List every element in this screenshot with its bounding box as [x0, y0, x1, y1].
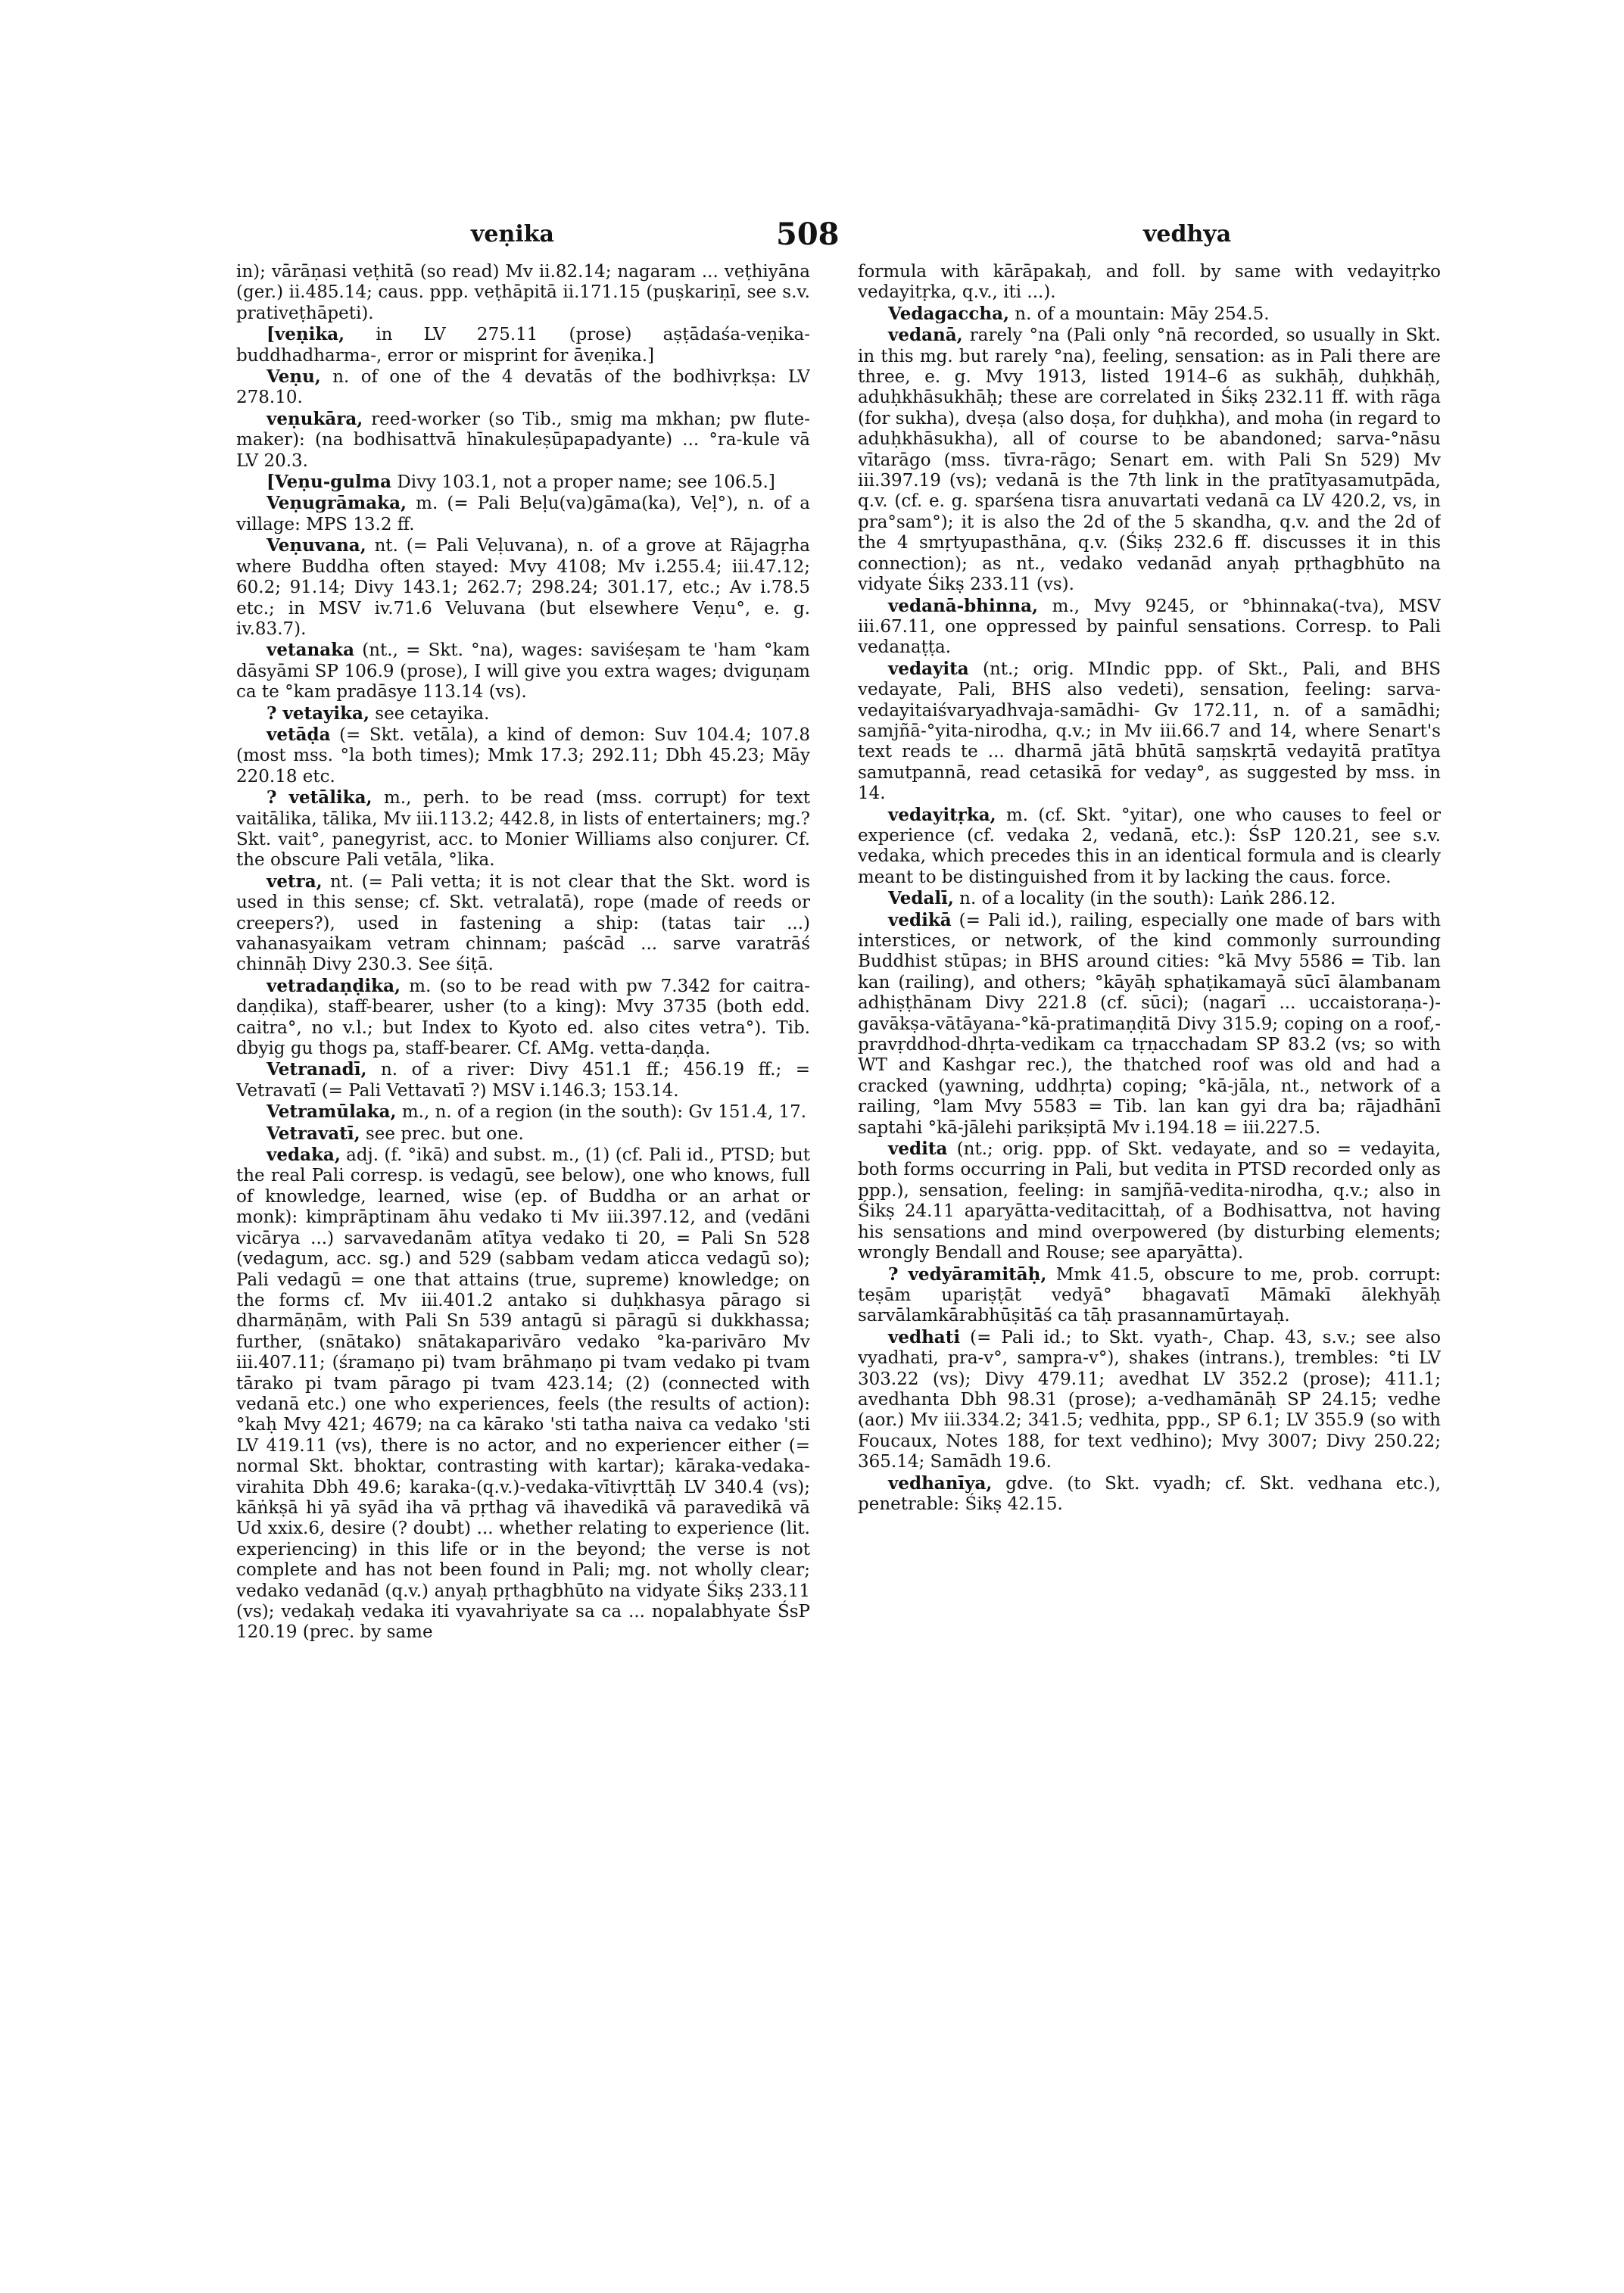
dictionary-entry: vedaka, adj. (f. °ikā) and subst. m., (1) (cf. Pali id., PTSD; but the real Pali corresp. is vedagū, see below), one who knows, full of knowledge, learned, wise (ep. of Buddha or an arhat or monk): kimprāptinam āhu vedako ti Mv iii.397.12, and (vedāni vicārya ...) sarvavedanām atītya vedako ti 20, = Pali Sn 528 (vedagum, acc. sg.) and 529 (sabbam vedam aticca vedagū so); Pali vedagū = one that attains (true, supreme) knowledge; on the forms cf. Mv iii.401.2 antako si duḥkhasya pārago si dharmāṇām, with Pali Sn 539 antagū si pāragū si dukkhassa; further, (snātako) snātakaparivāro vedako °ka-parivāro Mv iii.407.11; (śramaṇo pi) tvam brāhmaṇo pi tvam vedako pi tvam tārako pi tvam pārago pi tvam 423.14; (2) (connected with vedanā etc.) one who experiences, feels (the results of action): °kaḥ Mvy 421; 4679; na ca kārako 'sti tatha naiva ca vedako 'sti LV 419.11 (vs), there is no actor, and no experiencer either (= normal Skt. bhoktar, contrasting with kartar); kāraka-vedaka-virahita Dbh 49.6; karaka-(q.v.)-vedaka-vītivṛttāḥ LV 340.4 (vs); kāṅkṣā hi yā syād iha vā pṛthag vā ihavedikā vā paravedikā vā Ud xxix.6, desire (? doubt) ... whether relating to experience (lit. experiencing) in this life or in the beyond; the verse is not complete and has not been found in Pali; mg. not wholly clear; vedako vedanād (q.v.) anyaḥ pṛthagbhūto na vidyate Śikṣ 233.11 (vs); vedakaḥ vedaka iti vyavahriyate sa ca ... nopalabhyate ŚsP 120.19 (prec. by same: [236, 1145, 810, 1643]
dictionary-entry: vetanaka (nt., = Skt. °na), wages: saviśeṣam te 'ham °kam dāsyāmi SP 106.9 (prose), I will give you extra wages; dviguṇam ca te °kam pradāsye 113.14 (vs).: [236, 640, 810, 703]
dictionary-entry: Veṇuvana, nt. (= Pali Veḷuvana), n. of a grove at Rājagṛha where Buddha often stayed: Mvy 4108; Mv i.255.4; iii.47.12; 60.2; 91.14; Divy 143.1; 262.7; 298.24; 301.17, etc.; Av i.78.5 etc.; in MSV iv.71.6 Veluvana (but elsewhere Veṇu°, e. g. iv.83.7).: [236, 535, 810, 639]
dictionary-entry: Vetravatī, see prec. but one.: [267, 1123, 524, 1144]
dictionary-entry: Veṇugrāmaka, m. (= Pali Beḷu(va)gāma(ka), Veḷ°), n. of a village: MPS 13.2 ff.: [236, 493, 810, 534]
dictionary-entry: vedayita (nt.; orig. MIndic ppp. of Skt., Pali, and BHS vedayate, Pali, BHS also vedeti), sensation, feeling: sarva-vedayitaiśvaryadhvaja-samādhi- Gv 172.11, n. of a samādhi; samjñā-°yita-nirodha, q.v.; in Mv iii.66.7 and 14, where Senart's text reads te ... dharmā jātā bhūtā saṃskṛtā vedayitā pratītya samutpannā, read cetasikā for veday°, as suggested by mss. in 14.: [858, 658, 1441, 804]
dictionary-entry: Veṇu, n. of one of the 4 devatās of the bodhivṛkṣa: LV 278.10.: [236, 366, 810, 408]
dictionary-entry: [veṇika, in LV 275.11 (prose) aṣṭādaśa-veṇika-buddhadharma-, error or misprint for āveṇika.]: [236, 324, 810, 366]
dictionary-entry: vedita (nt.; orig. ppp. of Skt. vedayate, and so = vedayita, both forms occurring in Pali, but vedita in PTSD recorded only as ppp.), sensation, feeling: in samjñā-vedita-nirodha, q.v.; also in Śikṣ 24.11 aparyātta-veditacittaḥ, of a Bodhisattva, not having his sensations and mind overpowered (by disturbing elements; wrongly Bendall and Rouse; see aparyātta).: [858, 1139, 1441, 1263]
dictionary-entry: vedhanīya, gdve. (to Skt. vyadh; cf. Skt. vedhana etc.), penetrable: Śikṣ 42.15.: [858, 1472, 1441, 1514]
dictionary-entry: ? vedyāramitāḥ, Mmk 41.5, obscure to me, prob. corrupt: teṣām upariṣṭāt vedyā° bhagavatī Māmakī ālekhyāḥ sarvālamkārabhūṣitāś ca tāḥ prasannamūrtayaḥ.: [858, 1263, 1441, 1326]
dictionary-entry: vedayitṛka, m. (cf. Skt. °yitar), one who causes to feel or experience (cf. vedaka 2, vedanā, etc.): ŚsP 120.21, see s.v. vedaka, which precedes this in an identical formula and is clearly meant to be distinguished from it by lacking the caus. force.: [858, 804, 1441, 887]
dictionary-entry: Vetramūlaka, m., n. of a region (in the south): Gv 151.4, 17.: [267, 1101, 807, 1123]
dictionary-entry: veṇukāra, reed-worker (so Tib., smig ma mkhan; pw flute-maker): (na bodhisattvā hīnakuleṣūpapadyante) ... °ra-kule vā LV 20.3.: [236, 408, 810, 471]
running-head-right: vedhya: [1143, 221, 1232, 248]
dictionary-entry: ? vetālika, m., perh. to be read (mss. corrupt) for text vaitālika, tālika, Mv iii.113.2; 442.8, in lists of entertainers; mg.? Skt. vait°, panegyrist, acc. to Monier Williams also conjurer. Cf. the obscure Pali vetāla, °lika.: [236, 787, 810, 871]
dictionary-entry: vetradaṇḍika, m. (so to be read with pw 7.342 for caitra-daṇḍika), staff-bearer, usher (to a king): Mvy 3735 (both edd. caitra°, no v.l.; but Index to Kyoto ed. also cites vetra°). Tib. dbyig gu thogs pa, staff-bearer. Cf. AMg. vetta-daṇḍa.: [236, 975, 810, 1059]
dictionary-entry: Vedalī, n. of a locality (in the south): Laṅk 286.12.: [888, 888, 1336, 909]
page-number: 508: [776, 217, 840, 252]
dictionary-entry: formula with kārāpakaḥ, and foll. by same with vedayitṛko vedayitṛka, q.v., iti ...).: [858, 262, 1441, 303]
dictionary-entry: vetra, nt. (= Pali vetta; it is not clear that the Skt. word is used in this sense; cf. Skt. vetralatā), rope (made of reeds or creepers?), used in fastening a ship: (tatas tair ...) vahanasyaikam vetram chinnam; paścād ... sarve varatrāś chinnāḥ Divy 230.3. See śiṭā.: [236, 871, 810, 975]
running-head-left: veṇika: [471, 221, 554, 248]
dictionary-entry: vedhati (= Pali id.; to Skt. vyath-, Chap. 43, s.v.; see also vyadhati, pra-v°, sampra-v°), shakes (intrans.), trembles: °ti LV 303.22 (vs); Divy 479.11; avedhat LV 352.2 (prose); 411.1; avedhanta Dbh 98.31 (prose); a-vedhamānāḥ SP 24.15; vedhe (aor.) Mv iii.334.2; 341.5; vedhita, ppp., SP 6.1; LV 355.9 (so with Foucaux, Notes 188, for text vedhino); Mvy 3007; Divy 250.22; 365.14; Samādh 19.6.: [858, 1326, 1441, 1472]
right-column: [858, 261, 1441, 2229]
dictionary-entry: vetāḍa (= Skt. vetāla), a kind of demon: Suv 104.4; 107.8 (most mss. °la both times); Mmk 17.3; 292.11; Dbh 45.23; Māy 220.18 etc.: [236, 724, 810, 787]
dictionary-entry: [Veṇu-gulma Divy 103.1, not a proper name; see 106.5.]: [267, 472, 775, 493]
dictionary-entry: vedikā (= Pali id.), railing, especially one made of bars with interstices, or network, of the kind commonly surrounding Buddhist stūpas; in BHS around cities: °kā Mvy 5586 = Tib. lan kan (railing), and others; °kāyāḥ sphaṭikamayā sūcī ālambanam adhiṣṭhānam Divy 221.8 (cf. sūci); (nagarī ... uccaistoraṇa-)-gavākṣa-vātāyana-°kā-pratimaṇḍitā Divy 315.9; coping on a roof,-pravṛddhod-dhṛta-vedikam ca tṛṇacchadam SP 83.2 (vs; so with WT and Kashgar rec.), the thatched roof was old and had a cracked (yawning, uddhṛta) coping; °kā-jāla, nt., network of a railing, °lam Mvy 5583 = Tib. lan kan gyi dra ba; rājadhānī saptahi °kā-jālehi parikṣiptā Mv i.194.18 = iii.227.5.: [858, 909, 1441, 1138]
left-column: [236, 261, 810, 2229]
dictionary-entry: vedanā-bhinna, m., Mvy 9245, or °bhinnaka(-tva), MSV iii.67.11, one oppressed by painful sensations. Corresp. to Pali vedanaṭṭa.: [858, 595, 1441, 658]
dictionary-entry: vedanā, rarely °na (Pali only °nā recorded, so usually in Skt. in this mg. but rarely °na), feeling, sensation: as in Pali there are three, e. g. Mvy 1913, listed 1914–6 as sukhāḥ, duḥkhāḥ, aduḥkhāsukhāḥ; these are correlated in Śikṣ 232.11 ff. with rāga (for sukha), dveṣa (also doṣa, for duḥkha), and moha (in regard to aduḥkhāsukha), all of course to be abandoned; sarva-°nāsu vītarāgo (mss. tīvra-rāgo; Senart em. with Pali Sn 529) Mv iii.397.19 (vs); vedanā is the 7th link in the pratītyasamutpāda, q.v. (cf. e. g. sparśena tisra anuvartati vedanā ca LV 420.2, vs, in pra°sam°); it is also the 2d of the 5 skandha, q.v. and the 2d of the 4 smṛtyupasthāna, q.v. (Śikṣ 232.6 ff. discusses it in this connection); as nt., vedako vedanād anyaḥ pṛthagbhūto na vidyate Śikṣ 233.11 (vs).: [858, 325, 1441, 595]
dictionary-entry: ? vetayika, see cetayika.: [267, 703, 490, 724]
dictionary-entry: Vedagaccha, n. of a mountain: Māy 254.5.: [888, 303, 1270, 324]
dictionary-entry: in); vārāṇasi veṭhitā (so read) Mv ii.82.14; nagaram ... veṭhiyāna (ger.) ii.485.14; caus. ppp. veṭhāpitā ii.171.15 (puṣkariṇī, see s.v. prativeṭhāpeti).: [236, 262, 810, 323]
dictionary-entry: Vetranadī, n. of a river: Divy 451.1 ff.; 456.19 ff.; = Vetravatī (= Pali Vettavatī ?) MSV i.146.3; 153.14.: [236, 1059, 810, 1101]
